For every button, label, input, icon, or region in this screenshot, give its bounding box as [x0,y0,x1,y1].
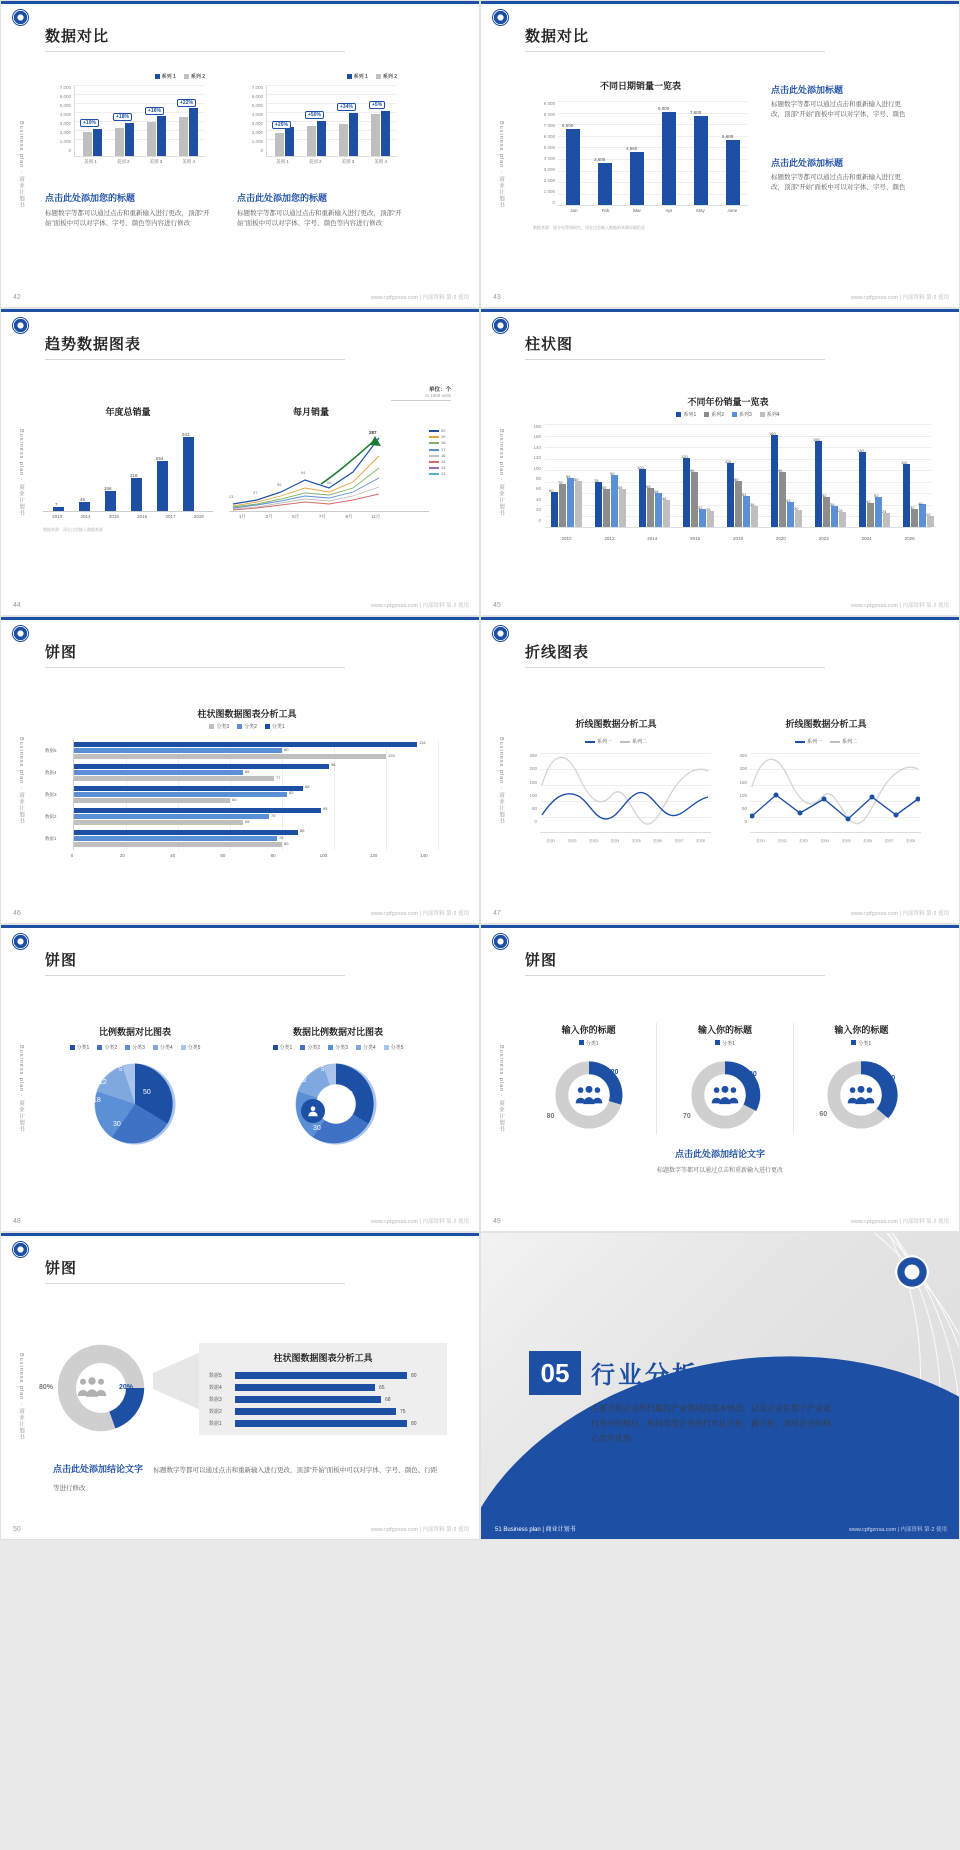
text-block-2 [771,156,911,194]
school-logo-icon [12,625,29,642]
title-underline [525,667,825,668]
page-title: 数据对比 [525,28,590,45]
x-axis-labels: 类别1 类别2 类别3 类别4 类别5 类别6 类别7 类别8 [756,839,915,843]
top-accent-bar [1,925,479,928]
chart-48-right [243,1025,433,1149]
donut-card-2 [657,1023,793,1135]
page-title: 饼图 [45,644,78,661]
donut-legend: 分类1 [521,1040,656,1047]
chart-title: 每月销量 [292,407,329,417]
cover-footer-note: www.cpfgznsa.com | 内部资料 第·2 使用 [848,1527,947,1533]
section-body: 主要介绍企业所归属的产业领域的基本情况，以及企业在整个产业或行业中的地位。和同类型企业进行对比分析，做分析，表现企业的核心竞争优势。 [591,1404,831,1444]
top-accent-bar [1,309,479,312]
chart-title: 不同日期销量一览表 [599,81,681,91]
bar-value: 4,560 [626,146,638,151]
slide-51 [480,1232,960,1540]
title-underline [45,667,345,668]
chart-45 [525,395,931,541]
top-accent-bar [481,1,959,4]
legend: 系列一 系列二 [521,738,711,745]
page-number: 42 [13,294,21,301]
chart-source: 数据来源：清在这里输入数据来源 [43,527,103,532]
legend: 系列1 系列2 系列3 系列4 [525,411,931,418]
x-axis-labels: Jan Feb Mar Apr May June [570,208,738,213]
hbar-row: 数据2 75 [209,1408,406,1415]
unit-note: 单位：个 in 1000 units [391,385,451,401]
chart-46 [45,707,449,858]
hbar-row: 数据4 65 [209,1384,385,1391]
page-number: 48 [13,1218,21,1225]
donut-value: 80 [546,1113,555,1120]
page-title: 趋势数据图表 [45,336,142,353]
legend-swatch-series1 [347,74,352,79]
chart-title: 折线图数据分析工具 [575,719,657,729]
chart-title: 柱状图数据图表分析工具 [197,709,297,719]
school-logo-icon [12,1241,29,1258]
plot-area [266,85,397,157]
y-axis-labels: 7,000 6,000 5,000 4,000 3,000 2,000 1,000 0 [59,85,71,153]
people-icon [77,1374,107,1405]
x-axis-labels: 2010 2012 2014 2016 2018 2020 2022 2024 2026 [561,536,915,541]
chart-47-left [521,717,711,844]
school-logo-icon [12,317,29,334]
footer-note: www.cpfgznsa.com | 内部资料 第·2 使用 [370,911,469,917]
school-logo-icon [492,9,509,26]
connector-wedge [153,1351,203,1411]
plot-area: 180 160 140 120 100 80 60 40 20 0 60 75 85 80 78 65 90 65 100 68 58 46 120 96 32 28 110 80 54 36 160 96 43 30 150 52 36 26 130 42 52 24 110 32 40 20 [525,424,931,534]
top-accent-bar [481,617,959,620]
donut-title: 输入你的标题 [834,1025,889,1035]
slide-48 [0,924,480,1232]
conclusion-block [481,1147,959,1174]
school-logo-icon [12,9,29,26]
donut-card-1 [521,1023,657,1135]
slide-45 [480,308,960,616]
block-body: 标题数字等都可以通过点击和重新输入进行更改，顶部“开始”面板中可以对字体、字号、颜色等内容进行修改 [45,210,210,228]
callout-pct: +10% [80,119,99,127]
title-underline [525,51,825,52]
callout-pct: +22% [177,99,196,107]
page-title: 饼图 [45,1260,78,1277]
donut-label-left: 80% [39,1384,54,1391]
section-number: 05 [529,1351,581,1395]
chart-title: 折线图数据分析工具 [785,719,867,729]
person-icon [301,1099,325,1123]
school-logo-icon [895,1255,929,1289]
block-body: 标题数字等都可以通过点击和重新输入进行更改，顶部“开始”面板中可以对字体、字号、颜色 [771,101,906,119]
hbar-row: 数据5 80 [209,1372,417,1379]
cover-background [481,1233,959,1539]
donut-title: 输入你的标题 [697,1025,752,1035]
chart-44-left [43,405,213,533]
footer-note: www.cpfgznsa.com | 内部资料 第·2 使用 [850,911,949,917]
chart-title: 比例数据对比图表 [98,1027,171,1037]
slide-44 [0,308,480,616]
page-number: 44 [13,602,21,609]
slide-47 [480,616,960,924]
page-number: 50 [13,1526,21,1533]
top-accent-bar [481,925,959,928]
chart-42-right [237,73,397,163]
callout-pct: +5% [369,101,385,109]
callout-pct: +25% [272,121,291,129]
sidebar-label: Business plan · 商业计划书 [18,1045,24,1133]
legend-label: 系列 1 [353,74,368,80]
cover-footer: 51 Business plan | 商业计划书 [495,1527,576,1533]
callout-pct: +18% [113,113,132,121]
page-title: 柱状图 [525,336,574,353]
people-icon [711,1083,739,1112]
legend: 分类1 分类2 分类3 分类4 分类5 [45,1044,225,1051]
footer-note: www.cpfgznsa.com | 内部资料 第·2 使用 [850,295,949,301]
y-axis-labels: 7,000 6,000 5,000 4,000 3,000 2,000 1,000 0 [251,85,263,153]
school-logo-icon [12,933,29,950]
legend: 分类3 分类2 分类1 [45,723,449,730]
series-legend-values: 20 19 18 17 16 15 14 13 [429,428,463,478]
slide-46 [0,616,480,924]
bar-value: 8,000 [658,106,670,111]
hbar-row: 数据1 80 [209,1420,417,1427]
page-number: 46 [13,910,21,917]
top-accent-bar [1,1,479,4]
chart-48-left [45,1025,225,1149]
page-title: 数据对比 [45,28,110,45]
sidebar-label: Business plan · 商业计划书 [18,121,24,209]
chart-44-right [229,405,446,520]
slide-42 [0,0,480,308]
people-icon [847,1083,875,1112]
footer-note: www.cpfgznsa.com | 内部资料 第·2 使用 [370,295,469,301]
block-body: 标题数字等都可以通过点击和重新输入进行更改，顶部“开始”面板中可以对字体、字号、颜色等内容进行修改 [237,210,402,228]
top-accent-bar [1,1233,479,1236]
people-icon [575,1083,603,1112]
text-block-right [237,191,402,230]
block-heading: 点击此处添加标题 [771,158,844,168]
chart-title: 不同年份销量一览表 [687,397,769,407]
school-logo-icon [492,625,509,642]
title-underline [525,359,825,360]
x-axis-labels: 美别 1 美别 2 美别 3 美别 4 [83,159,195,164]
plot-area: 23 37 55 94 66 287 20 19 18 17 16 15 14 13 [229,432,429,512]
legend-swatch-series1 [155,74,160,79]
conclusion-heading: 点击此处添加结论文字 [674,1149,765,1159]
donut-value: 40 [887,1075,896,1082]
legend-label: 系列 1 [161,74,176,80]
x-axis-labels: 美别 1 美别 2 美别 3 美别 4 [275,159,387,164]
title-underline [525,975,825,976]
chart-42-left [45,73,205,163]
page-title: 饼图 [525,952,558,969]
slide-50 [0,1232,480,1540]
sidebar-label: Business plan · 商业计划书 [498,429,504,517]
sidebar-label: Business plan · 商业计划书 [498,121,504,209]
donut-group [521,1023,929,1135]
donut-legend: 分类1 [657,1040,792,1047]
bar-panel-50 [199,1343,447,1435]
page-number: 49 [493,1218,501,1225]
page-number: 45 [493,602,501,609]
plot-area [74,85,205,157]
page-number: 43 [493,294,501,301]
school-logo-icon [492,317,509,334]
legend-swatch-series2 [376,74,381,79]
y-axis-labels: 9 000 8 000 7 000 6 000 5 000 4 000 3 000 2 000 1 000 0 [543,101,555,205]
footer-note: www.cpfgznsa.com | 内部资料 第·2 使用 [850,1219,949,1225]
page-title: 折线图表 [525,644,590,661]
chart-title: 年度总销量 [105,407,151,417]
plot-area: 250 200 150 100 50 0 [521,753,711,838]
bar-value: 3,600 [594,157,606,162]
section-title: 行业分析 [591,1362,699,1389]
legend-swatch-series2 [184,74,189,79]
donut-legend: 分类1 [794,1040,929,1047]
plot-area: 数据5 数据4 数据3 数据2 数据1 132 80 120 98 65 77 88 82 60 95 75 65 86 78 80 [45,740,449,850]
title-underline [45,51,345,52]
block-heading: 点击此处添加标题 [771,85,844,95]
slide-43 [480,0,960,308]
donut-value: 20 [610,1069,619,1076]
page-title: 饼图 [45,952,78,969]
top-accent-bar [481,309,959,312]
plot-area [558,101,748,206]
donut-label-right: 20% [119,1384,134,1391]
donut-value: 60 [819,1111,828,1118]
conclusion-heading: 点击此处添加结论文字 [53,1464,144,1474]
page-number: 47 [493,910,501,917]
pie-chart: 50 30 18 12 5 [45,1059,225,1149]
legend [237,73,397,80]
footer-note: www.cpfgznsa.com | 内部资料 第·2 使用 [370,1527,469,1533]
chart-47-right [731,717,921,844]
donut-value: 70 [682,1113,691,1120]
donut-chart: 50 30 18 12 5 [243,1059,433,1149]
donut-50 [41,1338,161,1438]
sidebar-label: Business plan · 商业计划书 [18,737,24,825]
legend-label: 系列 2 [382,74,397,80]
plot-area: 7 45 156 318 554 943 [43,432,213,512]
bar-value: 7,600 [690,110,702,115]
donut-card-3 [794,1023,929,1135]
chart-source: 数据来源：现分布等情研究，请在这里被入数据的来源详细信息 [533,225,645,230]
hbar-list [209,1372,437,1427]
conclusion-block [53,1459,439,1495]
school-logo-icon [492,933,509,950]
donut-title: 输入你的标题 [561,1025,616,1035]
chart-title: 数据比例数据对比图表 [292,1027,383,1037]
title-underline [45,975,345,976]
sidebar-label: Business plan · 商业计划书 [498,1045,504,1133]
sidebar-label: Business plan · 商业计划书 [18,1353,24,1441]
slide-49 [480,924,960,1232]
text-block-left [45,191,210,230]
x-axis-labels: 1月 3月 5月 7月 9月 11月 [238,514,381,519]
block-heading: 点击此处添加您的标题 [45,193,136,203]
footer-note: www.cpfgznsa.com | 内部资料 第·2 使用 [370,603,469,609]
callout-pct: +16% [145,107,164,115]
conclusion-body: 标题数字等都可以通过点击和重新输入进行更改，顶部“开始”面板中可以对字体、字号、颜色、行距等进行修改 [53,1467,438,1492]
sidebar-label: Business plan · 商业计划书 [498,737,504,825]
x-axis-labels: 类别1 类别2 类别3 类别4 类别5 类别6 类别7 类别8 [546,839,705,843]
chart-43 [533,79,748,230]
callout-pct: +34% [337,103,356,111]
legend [45,73,205,80]
donut-value: 30 [748,1071,757,1078]
block-body: 标题数字等都可以通过点击和重新输入进行更改，顶部“开始”面板中可以对字体、字号、颜色 [771,174,906,192]
title-underline [45,1283,345,1284]
hbar-row: 数据3 68 [209,1396,391,1403]
x-axis-labels: 0 20 40 60 80 100 120 140 [70,853,428,858]
bar-value: 6,500 [562,123,574,128]
block-heading: 点击此处添加您的标题 [237,193,328,203]
text-block-1 [771,83,911,121]
legend-label: 系列 2 [190,74,205,80]
footer-note: www.cpfgznsa.com | 内部资料 第·2 使用 [850,603,949,609]
sidebar-label: Business plan · 商业计划书 [18,429,24,517]
title-underline [45,359,345,360]
legend: 系列一 系列二 [731,738,921,745]
conclusion-body: 标题数字等都可以通过点击和重新输入进行更改 [656,1168,783,1174]
chart-title: 柱状图数据图表分析工具 [273,1353,373,1363]
callout-pct: +50% [305,111,324,119]
top-accent-bar [1,617,479,620]
footer-note: www.cpfgznsa.com | 内部资料 第·2 使用 [370,1219,469,1225]
legend: 分类1 分类2 分类3 分类4 分类5 [243,1044,433,1051]
x-axis-labels: 2013 2014 2015 2016 2017 2018 [52,514,204,519]
plot-area: 250 200 150 100 50 0 [731,753,921,838]
bar-value: 5,600 [722,134,734,139]
